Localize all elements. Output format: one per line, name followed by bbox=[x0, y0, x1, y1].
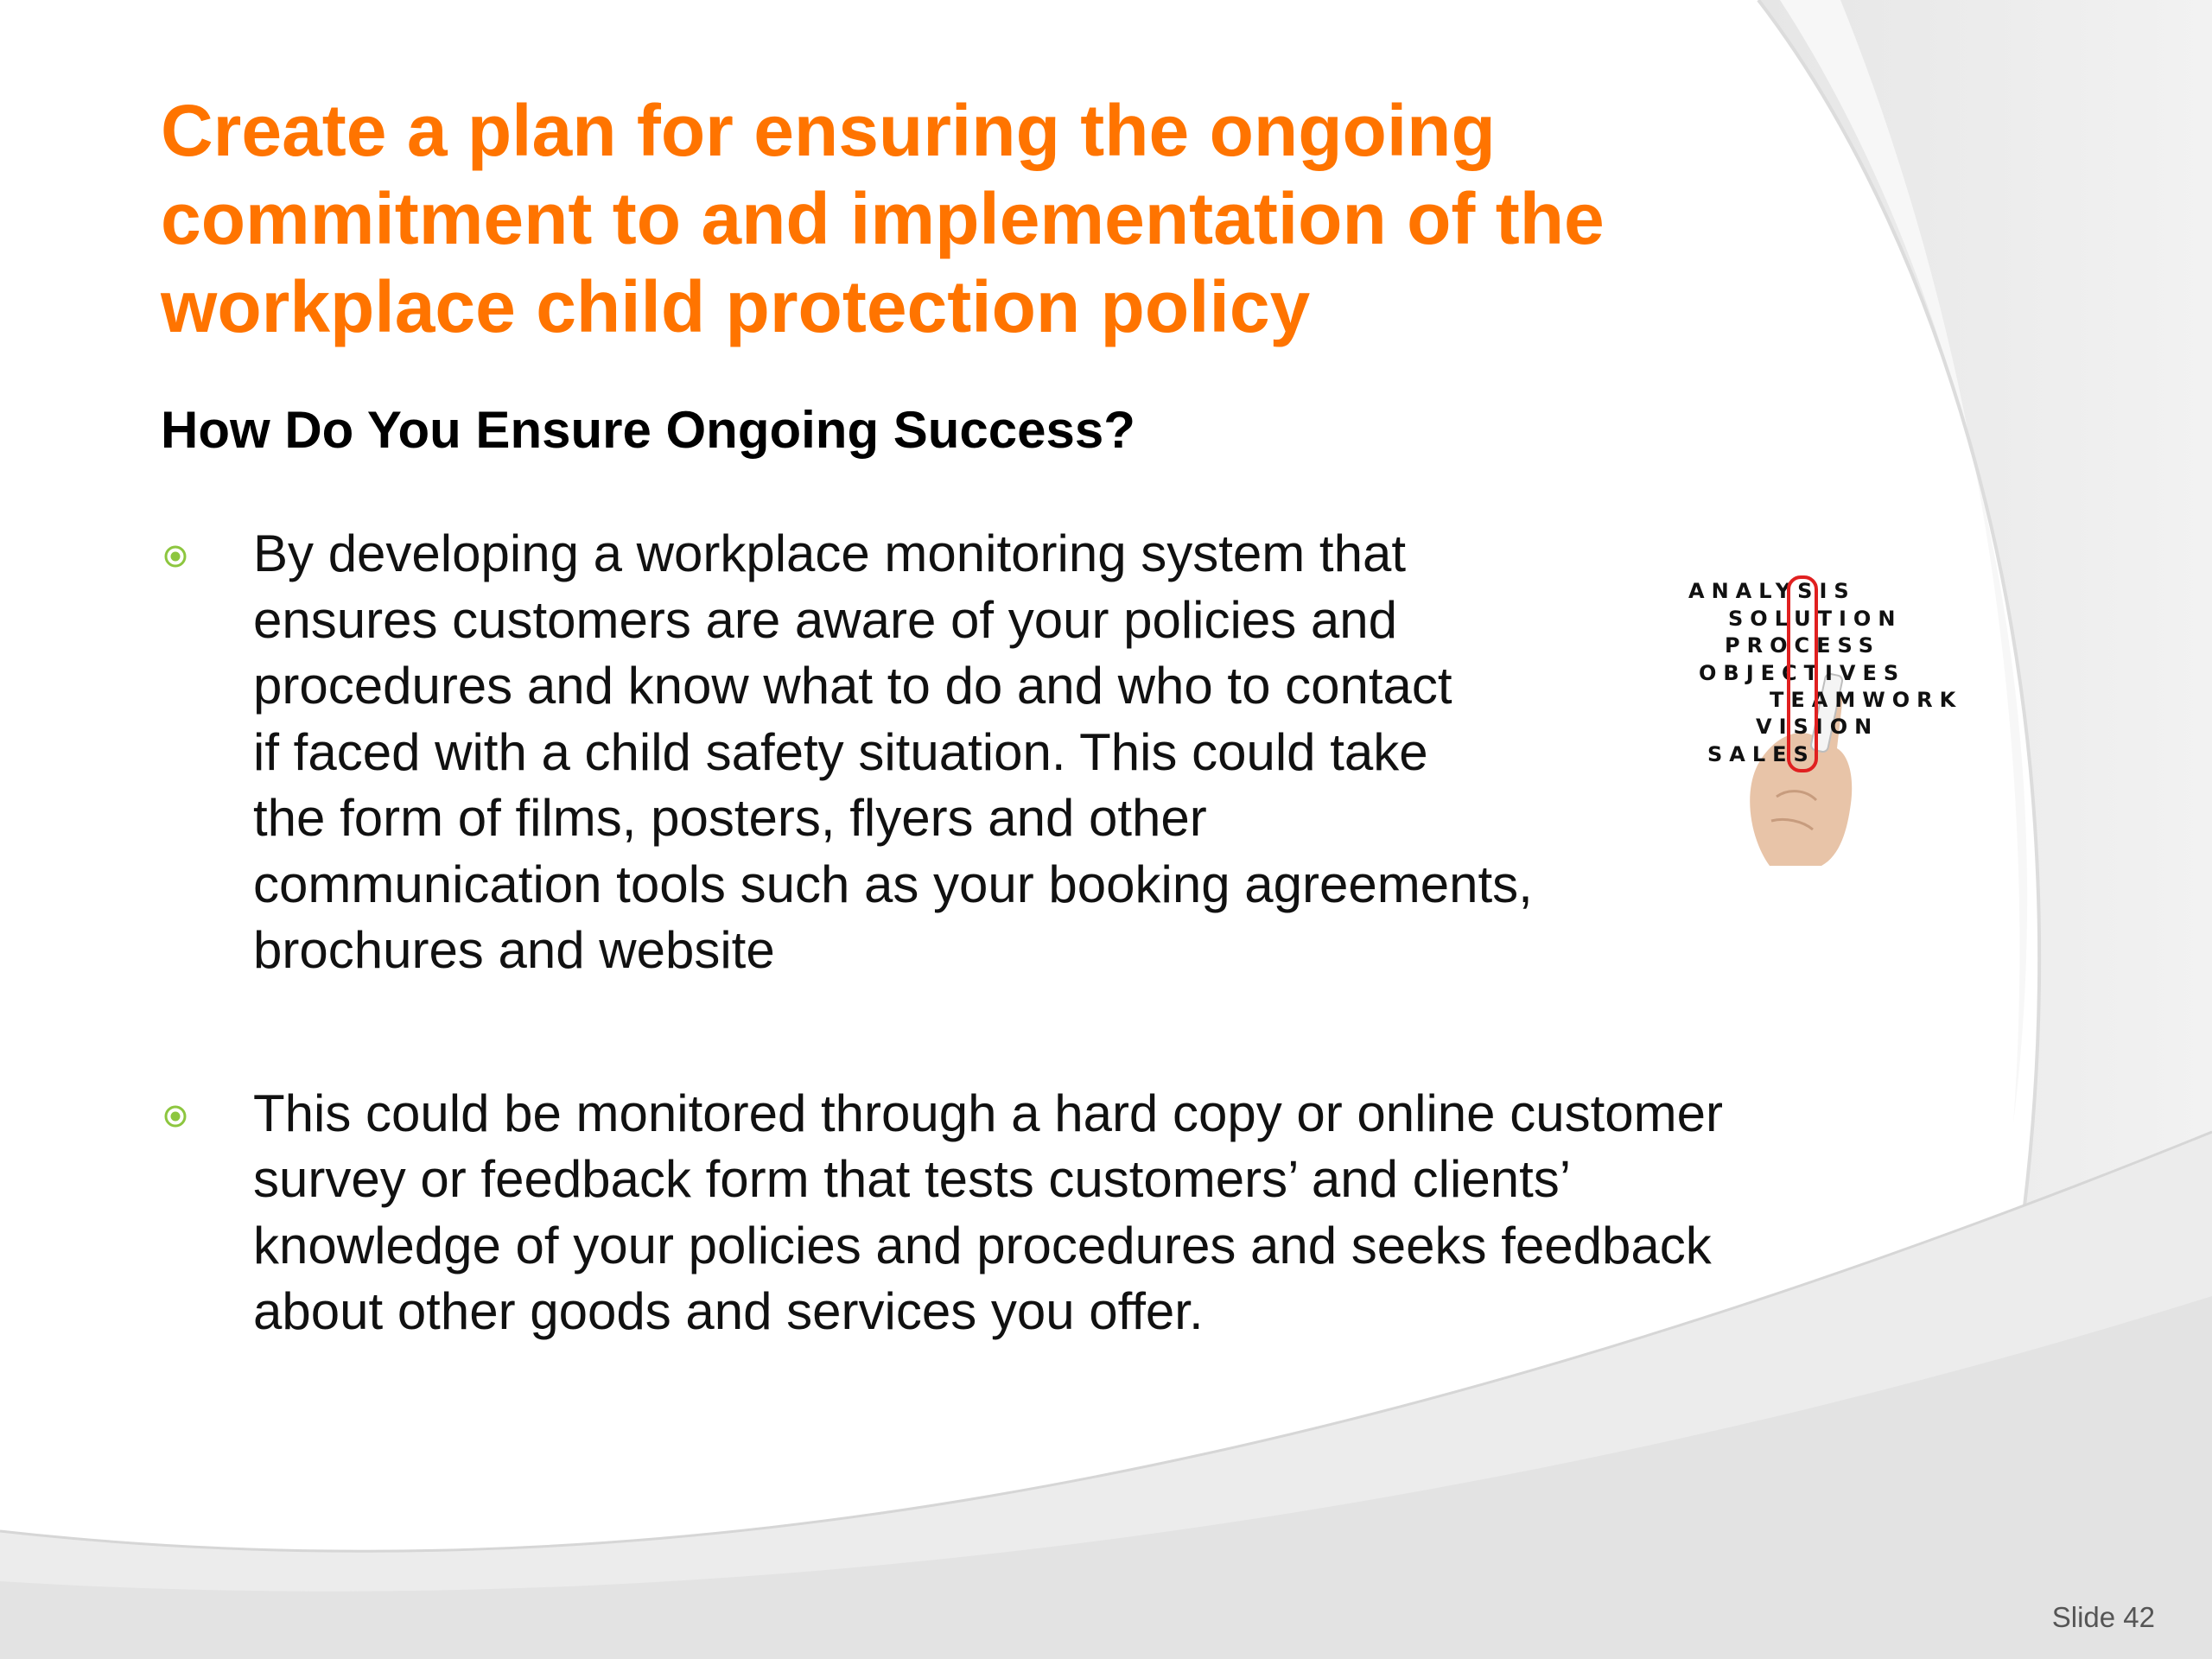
clipart-word: PROCESS bbox=[1725, 633, 1880, 658]
bullet-target-icon bbox=[164, 1105, 187, 1128]
slide-title: Create a plan for ensuring the ongoing commitment to and implementation of the workplace child protection policy bbox=[161, 90, 1605, 347]
success-crossword-clipart bbox=[1676, 570, 1970, 868]
clipart-word: SALES bbox=[1707, 742, 1815, 766]
bullet-line: if faced with a child safety situation. This could take bbox=[253, 722, 1428, 781]
clipart-word: ANALYSIS bbox=[1688, 579, 1856, 603]
bullet-list bbox=[161, 521, 1723, 1345]
bullet-line: knowledge of your policies and procedures and seeks feedback bbox=[253, 1216, 1712, 1274]
slide-subtitle: How Do You Ensure Ongoing Success? bbox=[161, 401, 1135, 459]
bullet-line: communication tools such as your booking agreements, bbox=[253, 855, 1533, 913]
bullet-item bbox=[161, 521, 1723, 984]
bullet-target-icon bbox=[164, 545, 187, 568]
bullet-line: This could be monitored through a hard copy or online customer bbox=[253, 1084, 1723, 1142]
bullet-line: brochures and website bbox=[253, 921, 775, 979]
bullet-item bbox=[161, 1081, 1723, 1345]
bullet-line: By developing a workplace monitoring system that bbox=[253, 524, 1407, 582]
clipart-word: TEAMWORK bbox=[1770, 688, 1963, 712]
clipart-word: VISION bbox=[1756, 715, 1879, 739]
bullet-line: about other goods and services you offer. bbox=[253, 1282, 1204, 1340]
clipart-word: SOLUTION bbox=[1728, 607, 1903, 631]
bullet-line: survey or feedback form that tests customers’ and clients’ bbox=[253, 1150, 1572, 1208]
clipart-word: OBJECTIVES bbox=[1699, 661, 1906, 685]
slide-number: Slide 42 bbox=[2051, 1601, 2155, 1633]
bullet-line: ensures customers are aware of your policies and bbox=[253, 590, 1397, 649]
bullet-line: procedures and know what to do and who to contact bbox=[253, 657, 1452, 715]
bullet-line: the form of films, posters, flyers and other bbox=[253, 789, 1207, 847]
